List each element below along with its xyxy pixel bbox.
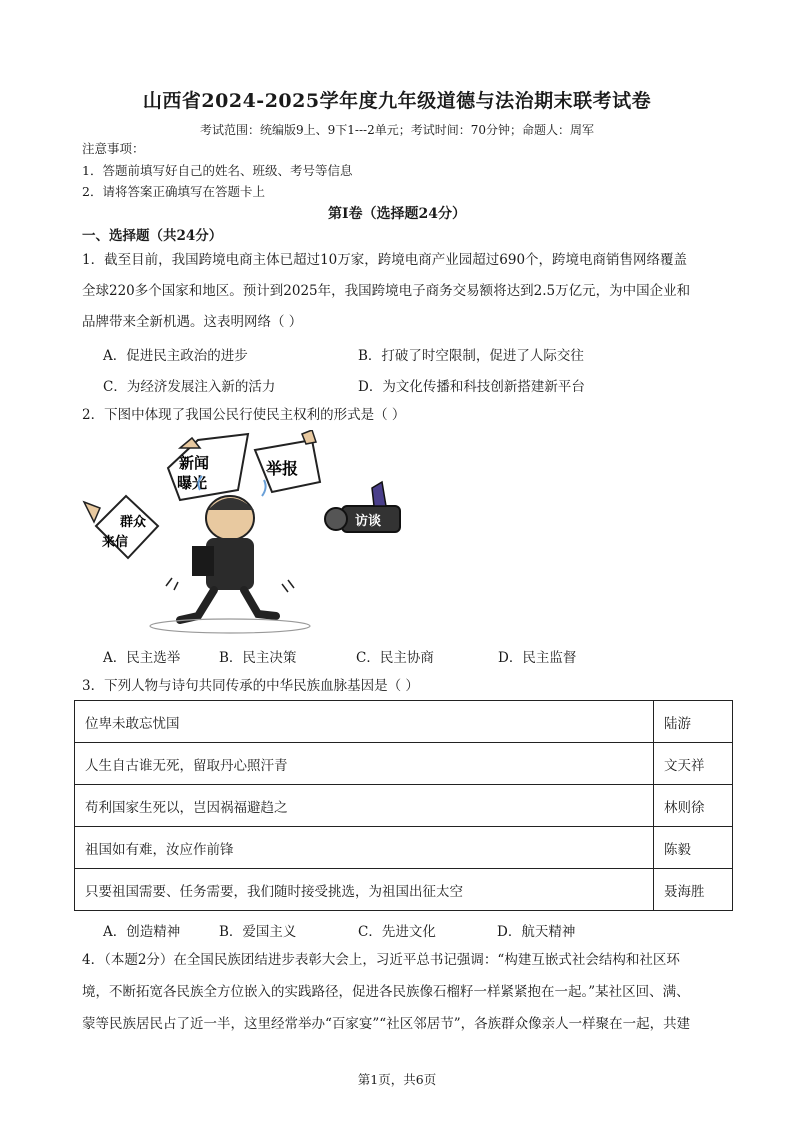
q3-option-d: D．航天精神 (497, 924, 576, 940)
svg-text:群众: 群众 (120, 515, 147, 530)
q4-line: 蒙等民族居民占了近一半，这里经常举办“百家宴”“社区邻居节”，各族群众像亲人一样聚在一起，共建 (82, 1016, 691, 1032)
svg-text:曝光: 曝光 (177, 474, 208, 492)
part-title: 一、选择题（共24分） (82, 228, 223, 244)
author-cell: 陆游 (654, 701, 733, 743)
svg-text:举报: 举报 (266, 459, 299, 478)
notice-item: 2．请将答案正确填写在答题卡上 (82, 184, 265, 199)
q3-poem-table (74, 700, 733, 911)
q3-option-a: A．创造精神 (103, 924, 181, 940)
author-cell: 陈毅 (654, 827, 733, 869)
q1-line: 品牌带来全新机遇。这表明网络（ ） (82, 314, 303, 330)
q4-line: 境，不断拓宽各民族全方位嵌入的实践路径，促进各民族像石榴籽一样紧紧抱在一起。”某社区回、满、 (82, 984, 690, 1000)
author-cell: 聂海胜 (654, 869, 733, 911)
q1-option-b: B．打破了时空限制，促进了人际交往 (358, 348, 584, 364)
exam-subtitle: 考试范围：统编版9上、9下1---2单元；考试时间：70分钟；命题人：周军 (200, 123, 594, 137)
notice-heading: 注意事项： (82, 141, 145, 156)
author-cell: 林则徐 (654, 785, 733, 827)
table-row (75, 869, 733, 911)
verse-cell: 只要祖国需要、任务需要，我们随时接受挑选，为祖国出征太空 (75, 869, 654, 911)
page-footer: 第1页，共6页 (357, 1072, 437, 1087)
q3-option-c: C．先进文化 (358, 924, 436, 940)
verse-cell: 位卑未敢忘忧国 (75, 701, 654, 743)
table-row (75, 743, 733, 785)
q2-option-b: B．民主决策 (219, 650, 297, 666)
running-official-figure (150, 476, 310, 633)
q1-line: 1．截至目前，我国跨境电商主体已超过10万家，跨境电商产业园超过690个，跨境电商销售网络覆盖 (82, 252, 688, 268)
svg-text:来信: 来信 (102, 535, 129, 550)
notice-item: 1．答题前填写好自己的姓名、班级、考号等信息 (82, 163, 353, 178)
democratic-supervision-illustration (80, 430, 410, 635)
table-row (75, 785, 733, 827)
q2-option-c: C．民主协商 (356, 650, 434, 666)
svg-text:新闻: 新闻 (179, 454, 210, 472)
section-title: 第I卷（选择题24分） (327, 206, 467, 222)
q1-option-c: C．为经济发展注入新的活力 (103, 379, 276, 395)
table-row (75, 827, 733, 869)
q3-stem: 3．下列人物与诗句共同传承的中华民族血脉基因是（ ） (82, 678, 419, 694)
exam-title: 山西省2024-2025学年度九年级道德与法治期末联考试卷 (142, 90, 652, 112)
verse-cell: 人生自古谁无死，留取丹心照汗青 (75, 743, 654, 785)
verse-cell: 祖国如有难，汝应作前锋 (75, 827, 654, 869)
news-paper-icon (168, 434, 248, 500)
q1-option-d: D．为文化传播和科技创新搭建新平台 (358, 379, 585, 395)
letters-paper-icon (84, 496, 158, 558)
q1-line: 全球220多个国家和地区。预计到2025年，我国跨境电子商务交易额将达到2.5万亿元，为中国企业和 (82, 283, 691, 299)
author-cell: 文天祥 (654, 743, 733, 785)
q3-option-b: B．爱国主义 (219, 924, 297, 940)
q2-option-d: D．民主监督 (498, 650, 577, 666)
q2-stem: 2．下图中体现了我国公民行使民主权利的形式是（ ） (82, 407, 406, 423)
q1-option-a: A．促进民主政治的进步 (103, 348, 248, 364)
interview-camera-icon (325, 482, 400, 532)
q4-line: 4．（本题2分）在全国民族团结进步表彰大会上，习近平总书记强调：“构建互嵌式社会结构和社区环 (82, 952, 680, 968)
table-row (75, 701, 733, 743)
q2-option-a: A．民主选举 (103, 650, 181, 666)
verse-cell: 苟利国家生死以，岂因祸福避趋之 (75, 785, 654, 827)
svg-text:访谈: 访谈 (355, 514, 382, 529)
